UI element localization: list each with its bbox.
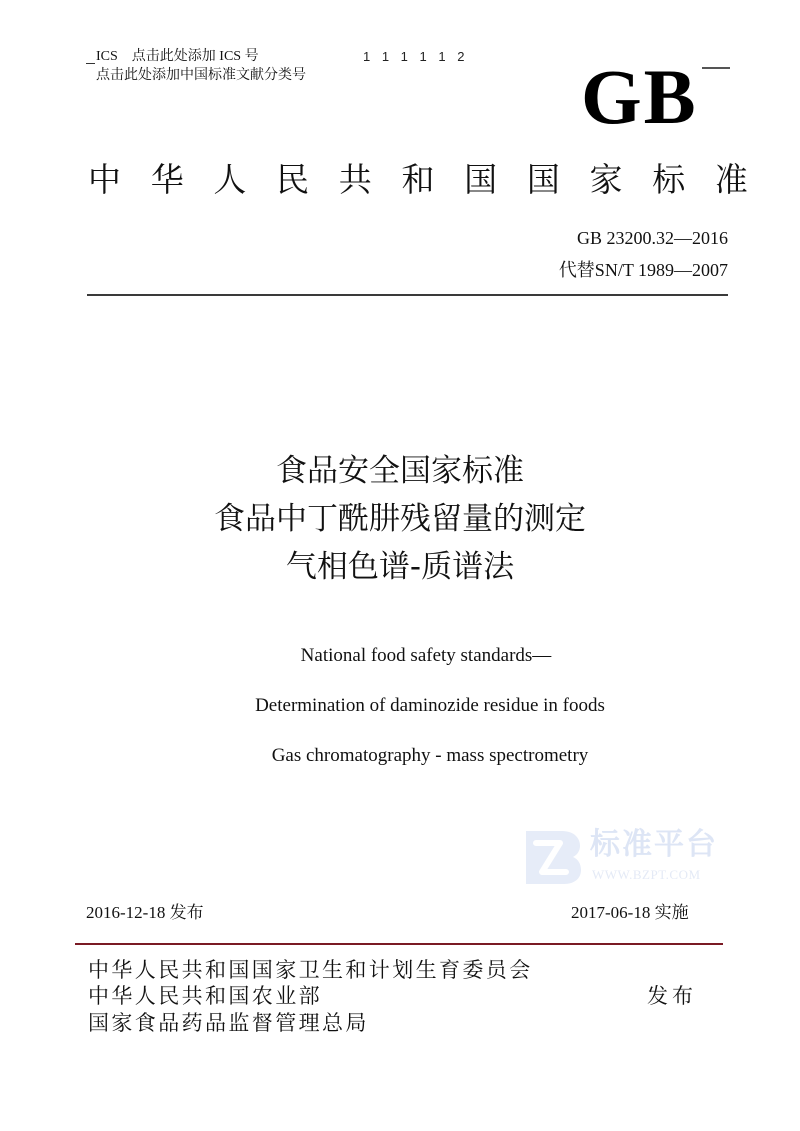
footer-divider (75, 943, 723, 945)
bzpt-logo-icon (524, 829, 582, 885)
banner-char: 标 (652, 160, 686, 199)
ics-label: ICS (96, 49, 118, 64)
title-cn-line-2: 食品中丁酰肼残留量的测定 (214, 501, 586, 537)
logo-dash (702, 67, 730, 69)
replaced-standard: 代替SN/T 1989—2007 (558, 260, 728, 280)
national-standard-banner (88, 158, 748, 202)
banner-char: 华 (150, 160, 184, 199)
issue-date: 2016-12-18 发布 (86, 903, 204, 922)
title-cn-line-3: 气相色谱-质谱法 (285, 549, 515, 585)
banner-char: 共 (338, 160, 372, 199)
ccs-placeholder[interactable]: 点击此处添加中国标准文献分类号 (96, 67, 306, 83)
implementation-date: 2017-06-18 实施 (571, 903, 689, 922)
title-en-line-2: Determination of daminozide residue in foods (255, 695, 605, 716)
watermark-url: WWW.BZPT.COM (592, 867, 701, 882)
ics-field[interactable] (96, 49, 259, 65)
authority-nhfpc: 中华人民共和国国家卫生和计划生育委员会 (88, 958, 533, 982)
title-en-line-1: National food safety standards— (300, 645, 552, 666)
watermark (524, 829, 724, 887)
banner-char: 准 (714, 160, 748, 199)
gb-logo: GB (581, 53, 698, 140)
watermark-text: 标准平台 (590, 827, 718, 862)
banner-char: 民 (276, 160, 310, 199)
banner-char: 中 (88, 160, 121, 199)
authority-cfda: 国家食品药品监督管理总局 (88, 1011, 369, 1035)
banner-char: 和 (401, 160, 435, 199)
publish-label: 发布 (647, 984, 697, 1008)
authority-moa: 中华人民共和国农业部 (88, 984, 322, 1008)
placeholder-digits: 1 1 1 1 1 2 (363, 49, 469, 64)
banner-char: 家 (589, 160, 623, 199)
banner-char: 人 (213, 160, 247, 199)
standard-number: GB 23200.32—2016 (576, 228, 728, 248)
banner-char: 国 (464, 160, 498, 199)
ics-tick-mark (86, 63, 95, 64)
title-cn-line-1: 食品安全国家标准 (276, 453, 524, 489)
title-en-line-3: Gas chromatography - mass spectrometry (271, 745, 589, 766)
header-divider (87, 294, 728, 296)
ics-placeholder[interactable]: 点击此处添加 ICS 号 (131, 49, 259, 64)
banner-char: 国 (526, 160, 560, 199)
